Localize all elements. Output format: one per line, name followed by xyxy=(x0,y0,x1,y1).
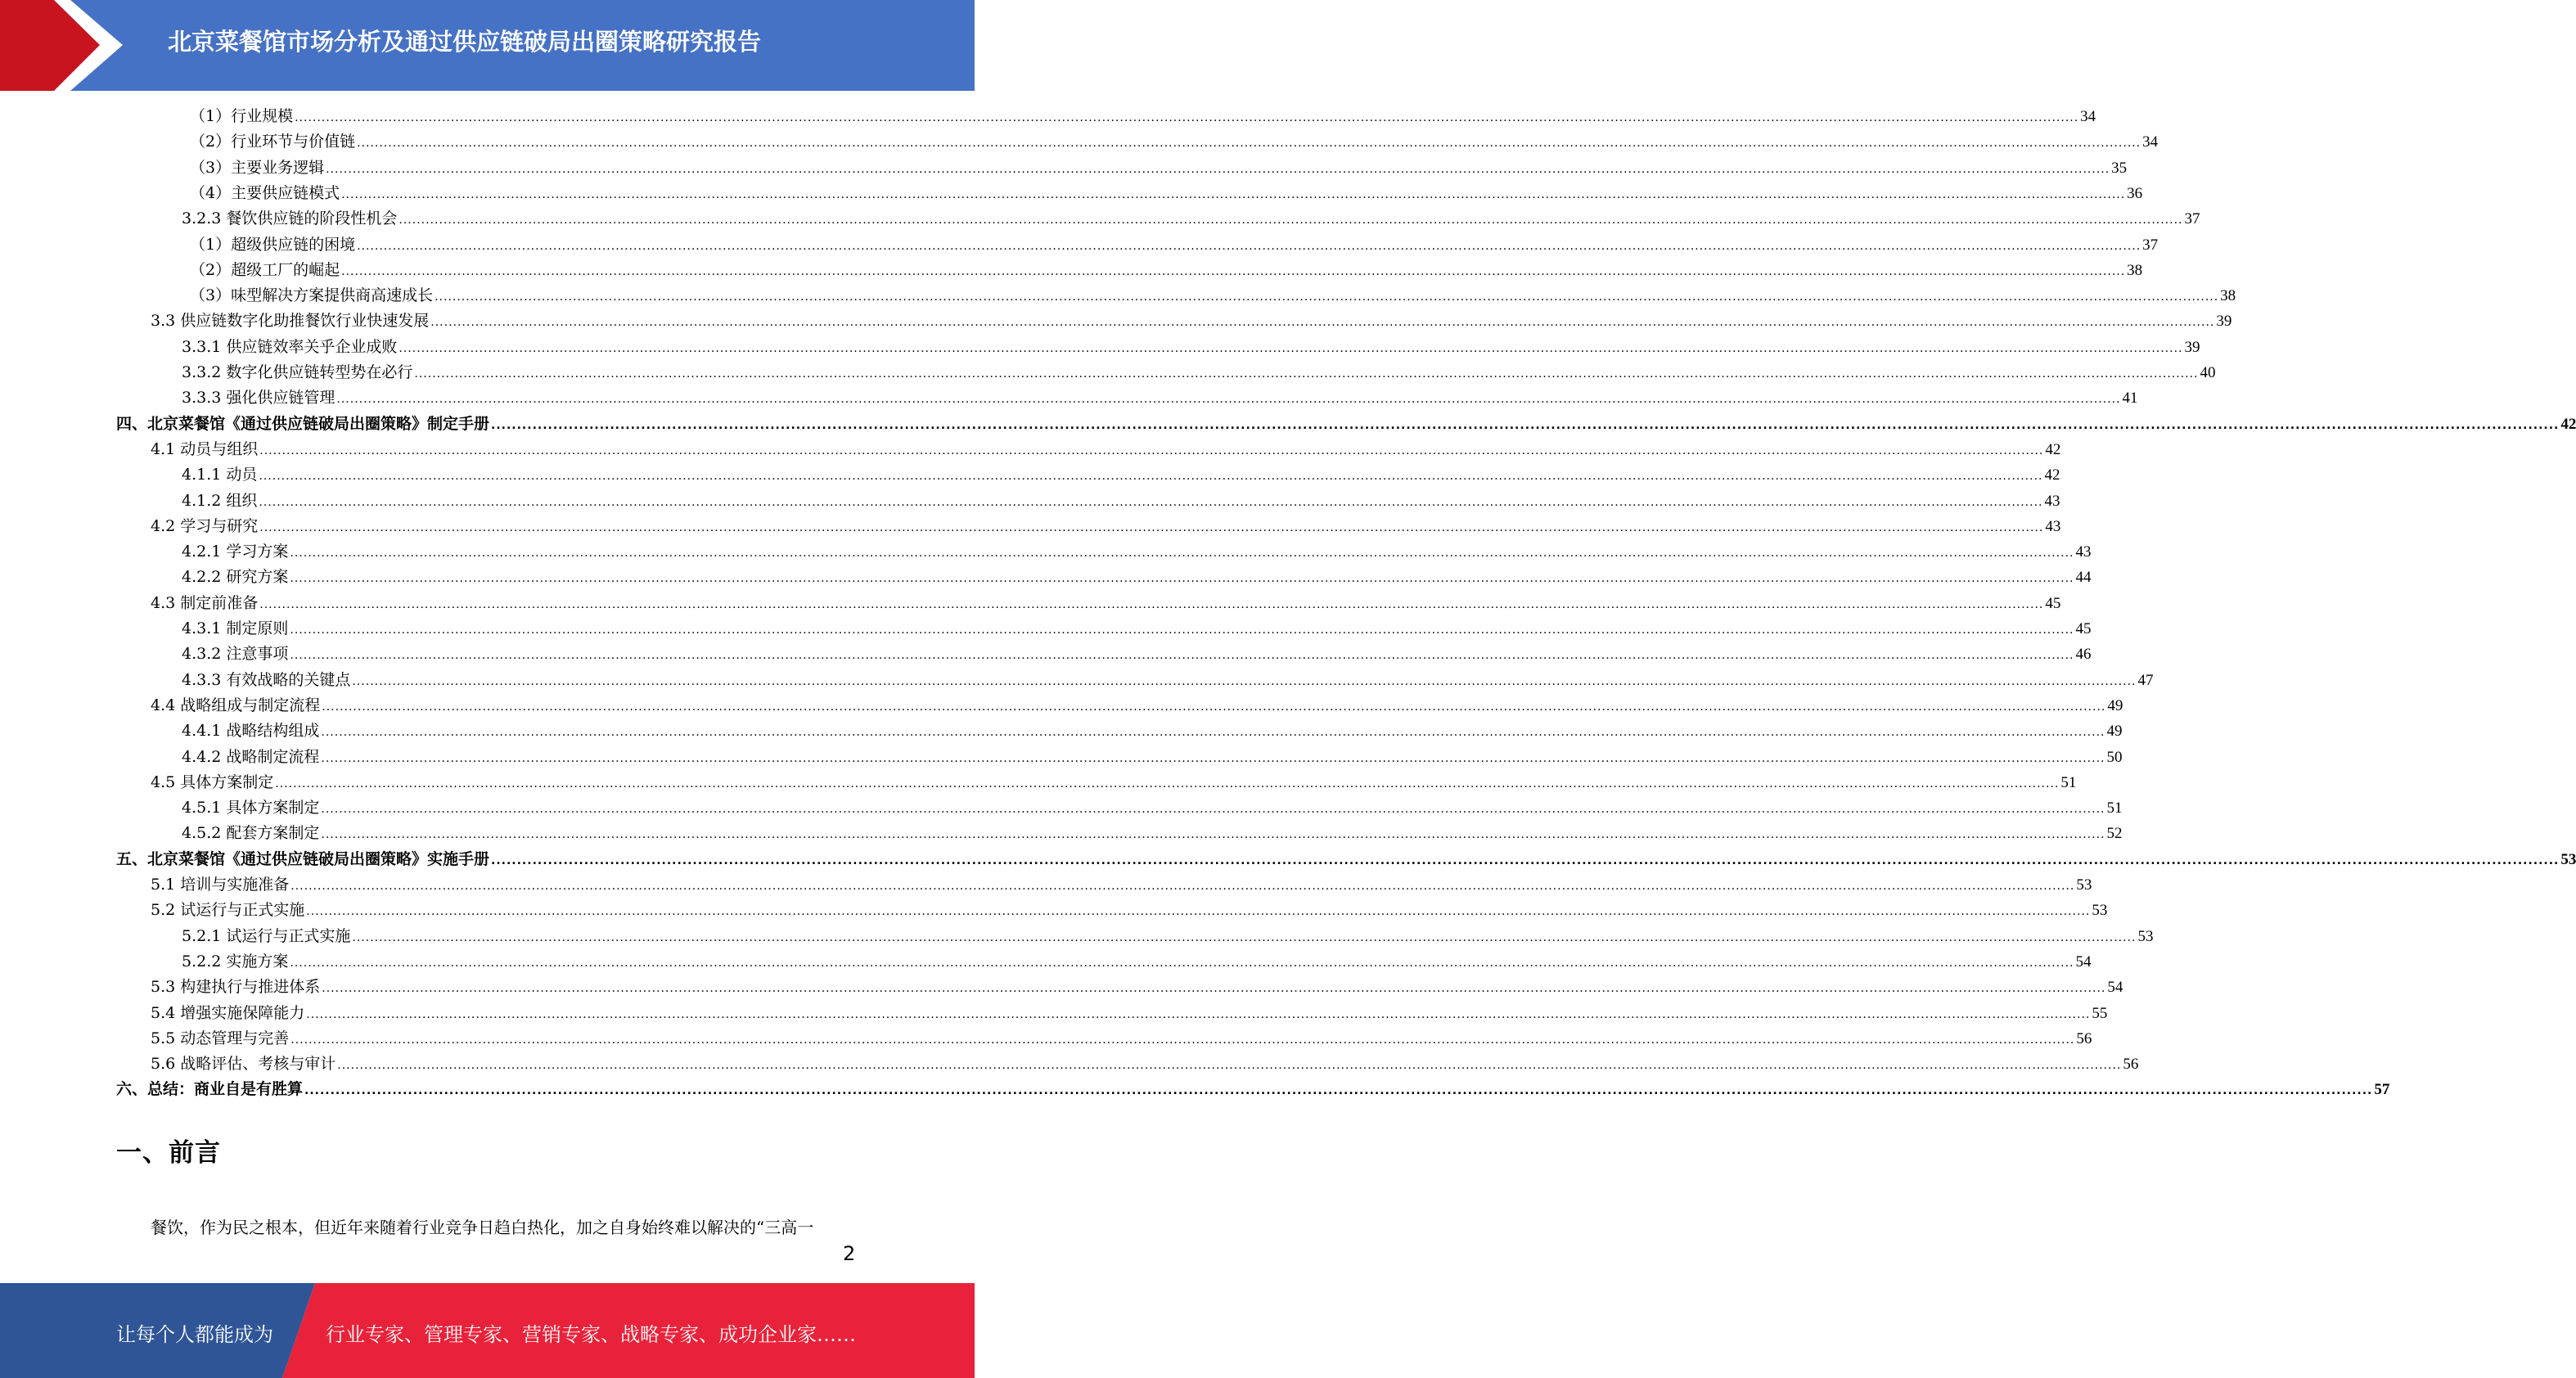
toc-entry-label: 4.1 动员与组织 xyxy=(151,440,259,458)
toc-entry-page: 37 xyxy=(2184,210,2200,227)
toc-entry-page: 50 xyxy=(2106,749,2123,766)
toc-entry[interactable] xyxy=(116,412,2576,437)
toc-entry-label: 5.5 动态管理与完善 xyxy=(151,1029,290,1047)
toc-entry-page: 42 xyxy=(2044,466,2060,484)
toc-entry[interactable] xyxy=(182,565,2092,590)
toc-entry-page: 52 xyxy=(2106,825,2123,842)
toc-entry-page: 51 xyxy=(2106,799,2123,817)
toc-entry-page: 54 xyxy=(2075,953,2092,970)
toc-entry-label: 4.1.1 动员 xyxy=(182,466,258,484)
toc-leader-dots: ................................................................................................................................................................................................................................................................................................................................................................................................................ xyxy=(357,240,2141,253)
toc-leader-dots: ................................................................................................................................................................................................................................................................................................................................................................................................................ xyxy=(321,828,2105,841)
page-footer xyxy=(0,1283,975,1378)
toc-entry-page: 44 xyxy=(2075,569,2092,586)
toc-entry-page: 53 xyxy=(2137,928,2154,945)
toc-entry-label: 5.3 构建执行与推进体系 xyxy=(151,978,321,996)
toc-entry-label: 5.1 培训与实施准备 xyxy=(151,876,290,894)
toc-entry-label: 5.2.1 试运行与正式实施 xyxy=(182,927,351,945)
toc-entry-label: 4.2.2 研究方案 xyxy=(182,568,289,586)
toc-entry[interactable] xyxy=(151,872,2092,898)
toc-leader-dots: ................................................................................................................................................................................................................................................................................................................................................................................................................ xyxy=(435,290,2219,304)
toc-entry-label: 3.3.1 供应链效率关乎企业成败 xyxy=(182,338,398,356)
toc-entry-page: 56 xyxy=(2076,1030,2092,1047)
toc-entry-page: 53 xyxy=(2076,876,2092,894)
toc-entry-page: 55 xyxy=(2092,1005,2108,1022)
toc-entry-page: 46 xyxy=(2075,646,2092,663)
toc-leader-dots: ................................................................................................................................................................................................................................................................................................................................................................................................................ xyxy=(491,419,2560,432)
toc-entry[interactable] xyxy=(151,308,2232,334)
toc-entry-label: 5.6 战略评估、考核与审计 xyxy=(151,1055,336,1073)
toc-entry-page: 40 xyxy=(2200,364,2216,381)
toc-entry-page: 49 xyxy=(2107,697,2123,714)
toc-leader-dots: ................................................................................................................................................................................................................................................................................................................................................................................................................ xyxy=(275,777,2060,790)
toc-leader-dots: ................................................................................................................................................................................................................................................................................................................................................................................................................ xyxy=(321,752,2105,765)
toc-leader-dots: ................................................................................................................................................................................................................................................................................................................................................................................................................ xyxy=(290,547,2074,560)
toc-entry-page: 54 xyxy=(2107,979,2123,996)
toc-entry-label: 4.5.2 配套方案制定 xyxy=(182,824,320,842)
toc-entry-label: 4.4.1 战略结构组成 xyxy=(182,722,320,740)
toc-entry-label: 4.4 战略组成与制定流程 xyxy=(151,696,321,714)
toc-entry[interactable] xyxy=(151,1052,2139,1077)
toc-leader-dots: ................................................................................................................................................................................................................................................................................................................................................................................................................ xyxy=(399,214,2183,227)
toc-leader-dots: ................................................................................................................................................................................................................................................................................................................................................................................................................ xyxy=(414,367,2199,381)
toc-entry-label: 4.1.2 组织 xyxy=(182,492,258,510)
toc-entry[interactable] xyxy=(182,924,2154,949)
toc-leader-dots: ................................................................................................................................................................................................................................................................................................................................................................................................................ xyxy=(290,957,2074,970)
toc-entry-page: 49 xyxy=(2106,723,2123,740)
toc-entry-page: 45 xyxy=(2075,620,2092,637)
toc-entry-page: 39 xyxy=(2184,339,2200,356)
toc-entry-page: 42 xyxy=(2045,441,2061,458)
toc-leader-dots: ................................................................................................................................................................................................................................................................................................................................................................................................................ xyxy=(352,931,2137,944)
toc-leader-dots: ................................................................................................................................................................................................................................................................................................................................................................................................................ xyxy=(259,521,2044,534)
toc-leader-dots: ................................................................................................................................................................................................................................................................................................................................................................................................................ xyxy=(259,598,2044,611)
toc-entry[interactable] xyxy=(151,514,2061,539)
toc-leader-dots: ................................................................................................................................................................................................................................................................................................................................................................................................................ xyxy=(326,163,2110,176)
toc-entry[interactable] xyxy=(190,258,2143,283)
toc-leader-dots: ................................................................................................................................................................................................................................................................................................................................................................................................................ xyxy=(290,624,2074,637)
toc-entry-label: 3.2.3 餐饮供应链的阶段性机会 xyxy=(182,209,398,227)
toc-entry[interactable] xyxy=(151,898,2108,923)
toc-leader-dots: ................................................................................................................................................................................................................................................................................................................................................................................................................ xyxy=(399,342,2183,355)
toc-leader-dots: ................................................................................................................................................................................................................................................................................................................................................................................................................ xyxy=(430,316,2215,329)
toc-leader-dots: ................................................................................................................................................................................................................................................................................................................................................................................................................ xyxy=(491,854,2560,867)
toc-entry-page: 57 xyxy=(2374,1081,2390,1098)
toc-entry-label: 4.3.1 制定原则 xyxy=(182,619,289,637)
toc-entry[interactable] xyxy=(182,745,2123,770)
toc-entry-page: 37 xyxy=(2142,236,2159,254)
toc-entry-label: 4.5.1 具体方案制定 xyxy=(182,799,320,817)
toc-entry-label: （3）主要业务逻辑 xyxy=(190,159,325,177)
toc-entry-label: （2）超级工厂的崛起 xyxy=(190,261,340,279)
toc-entry-label: 3.3.3 强化供应链管理 xyxy=(182,389,336,407)
toc-entry-page: 53 xyxy=(2560,851,2576,868)
toc-entry[interactable] xyxy=(182,335,2200,360)
toc-entry-label: （1）行业规模 xyxy=(190,107,294,125)
toc-entry-page: 56 xyxy=(2123,1056,2139,1073)
toc-leader-dots: ................................................................................................................................................................................................................................................................................................................................................................................................................ xyxy=(295,111,2079,124)
header-arrow-decoration xyxy=(0,0,139,91)
toc-entry-label: 4.5 具体方案制定 xyxy=(151,773,274,791)
toc-leader-dots: ................................................................................................................................................................................................................................................................................................................................................................................................................ xyxy=(290,880,2075,893)
toc-leader-dots: ................................................................................................................................................................................................................................................................................................................................................................................................................ xyxy=(322,982,2106,995)
toc-entry[interactable] xyxy=(182,360,2216,385)
toc-entry-label: 5.2 试运行与正式实施 xyxy=(151,901,305,919)
toc-leader-dots: ................................................................................................................................................................................................................................................................................................................................................................................................................ xyxy=(306,1008,2091,1021)
toc-entry[interactable] xyxy=(151,693,2123,718)
toc-entry-label: 3.3.2 数字化供应链转型势在必行 xyxy=(182,363,413,381)
toc-entry-page: 43 xyxy=(2045,518,2061,535)
toc-entry[interactable] xyxy=(151,591,2061,616)
toc-leader-dots: ................................................................................................................................................................................................................................................................................................................................................................................................................ xyxy=(341,265,2126,278)
toc-entry-page: 34 xyxy=(2080,108,2096,125)
toc-entry-label: （3）味型解决方案提供商高速成长 xyxy=(190,286,434,304)
toc-entry-page: 38 xyxy=(2127,262,2143,279)
toc-entry-page: 34 xyxy=(2142,133,2159,151)
toc-leader-dots: ................................................................................................................................................................................................................................................................................................................................................................................................................ xyxy=(357,137,2141,150)
footer-slogan-right: 行业专家、管理专家、营销专家、战略专家、成功企业家…… xyxy=(326,1323,856,1346)
toc-entry[interactable] xyxy=(151,1026,2092,1052)
toc-entry[interactable] xyxy=(190,104,2096,129)
toc-entry[interactable] xyxy=(182,642,2092,667)
toc-leader-dots: ................................................................................................................................................................................................................................................................................................................................................................................................................ xyxy=(321,803,2105,816)
toc-entry-label: （2）行业环节与价值链 xyxy=(190,133,356,151)
toc-entry-label: 4.2 学习与研究 xyxy=(151,517,259,535)
toc-entry[interactable] xyxy=(151,975,2123,1000)
toc-entry[interactable] xyxy=(182,206,2200,232)
toc-entry-page: 43 xyxy=(2075,543,2092,561)
toc-leader-dots: ................................................................................................................................................................................................................................................................................................................................................................................................................ xyxy=(336,393,2121,406)
toc-entry[interactable] xyxy=(182,385,2138,411)
toc-entry-page: 53 xyxy=(2092,902,2108,919)
toc-entry-label: 六、总结：商业自是有胜算 xyxy=(116,1080,304,1098)
toc-leader-dots: ................................................................................................................................................................................................................................................................................................................................................................................................................ xyxy=(304,1084,2373,1097)
toc-entry-label: 4.3 制定前准备 xyxy=(151,594,259,612)
toc-entry[interactable] xyxy=(182,539,2092,565)
toc-entry[interactable] xyxy=(182,949,2092,975)
toc-leader-dots: ................................................................................................................................................................................................................................................................................................................................................................................................................ xyxy=(306,905,2091,918)
toc-entry[interactable] xyxy=(151,770,2077,795)
toc-entry-page: 51 xyxy=(2060,774,2077,791)
toc-entry[interactable] xyxy=(182,616,2092,642)
toc-entry[interactable] xyxy=(190,155,2128,181)
toc-leader-dots: ................................................................................................................................................................................................................................................................................................................................................................................................................ xyxy=(290,1034,2075,1047)
toc-entry-page: 41 xyxy=(2122,390,2138,407)
toc-leader-dots: ................................................................................................................................................................................................................................................................................................................................................................................................................ xyxy=(290,572,2074,585)
page-header xyxy=(0,0,975,91)
toc-entry[interactable] xyxy=(182,462,2060,488)
toc-leader-dots: ................................................................................................................................................................................................................................................................................................................................................................................................................ xyxy=(259,470,2043,483)
toc-entry[interactable] xyxy=(190,232,2159,258)
toc-entry[interactable] xyxy=(116,847,2576,872)
toc-entry-page: 47 xyxy=(2137,672,2154,689)
toc-entry[interactable] xyxy=(190,129,2159,155)
toc-entry[interactable] xyxy=(190,283,2236,308)
toc-entry[interactable] xyxy=(182,668,2154,693)
section-heading: 一、前言 xyxy=(116,1138,221,1168)
toc-entry-label: 4.3.3 有效战略的关键点 xyxy=(182,671,351,689)
page-number: 2 xyxy=(843,1242,856,1265)
body-paragraph: 餐饮，作为民之根本，但近年来随着行业竞争日趋白热化，加之自身始终难以解决的“三高一 xyxy=(151,1218,814,1237)
report-title: 北京菜餐馆市场分析及通过供应链破局出圈策略研究报告 xyxy=(168,28,762,56)
toc-entry-page: 35 xyxy=(2111,160,2128,177)
toc-entry-page: 39 xyxy=(2216,313,2232,330)
toc-entry-label: 4.4.2 战略制定流程 xyxy=(182,748,320,766)
toc-entry-label: 4.2.1 学习方案 xyxy=(182,543,289,561)
toc-leader-dots: ................................................................................................................................................................................................................................................................................................................................................................................................................ xyxy=(352,675,2137,688)
toc-entry-label: 四、北京菜餐馆《通过供应链破局出圈策略》制定手册 xyxy=(116,415,490,433)
toc-entry-label: 3.3 供应链数字化助推餐饮行业快速发展 xyxy=(151,312,430,330)
footer-slogan-left: 让每个人都能成为 xyxy=(116,1323,273,1346)
toc-leader-dots: ................................................................................................................................................................................................................................................................................................................................................................................................................ xyxy=(259,444,2044,457)
toc-entry-label: （4）主要供应链模式 xyxy=(190,184,340,202)
toc-leader-dots: ................................................................................................................................................................................................................................................................................................................................................................................................................ xyxy=(290,649,2074,662)
toc-entry-page: 43 xyxy=(2044,493,2060,510)
toc-leader-dots: ................................................................................................................................................................................................................................................................................................................................................................................................................ xyxy=(341,188,2126,201)
toc-entry[interactable] xyxy=(182,821,2123,846)
toc-leader-dots: ................................................................................................................................................................................................................................................................................................................................................................................................................ xyxy=(337,1059,2122,1072)
toc-entry-page: 42 xyxy=(2560,416,2576,433)
toc-entry[interactable] xyxy=(182,718,2123,744)
toc-entry[interactable] xyxy=(116,1077,2390,1102)
toc-entry[interactable] xyxy=(151,1001,2108,1026)
toc-entry-page: 36 xyxy=(2127,185,2143,202)
toc-entry-label: 五、北京菜餐馆《通过供应链破局出圈策略》实施手册 xyxy=(116,850,490,868)
toc-leader-dots: ................................................................................................................................................................................................................................................................................................................................................................................................................ xyxy=(321,726,2105,739)
toc-entry-page: 38 xyxy=(2220,287,2236,304)
toc-entry[interactable] xyxy=(182,795,2123,821)
toc-entry[interactable] xyxy=(151,437,2061,462)
toc-entry-label: （1）超级供应链的困境 xyxy=(190,236,356,254)
toc-entry-label: 5.4 增强实施保障能力 xyxy=(151,1004,305,1022)
toc-entry[interactable] xyxy=(190,181,2143,206)
toc-leader-dots: ................................................................................................................................................................................................................................................................................................................................................................................................................ xyxy=(259,496,2043,509)
toc-entry-label: 4.3.2 注意事项 xyxy=(182,645,289,663)
toc-entry-label: 5.2.2 实施方案 xyxy=(182,952,289,970)
toc-entry-page: 45 xyxy=(2045,595,2061,612)
toc-entry[interactable] xyxy=(182,489,2060,514)
toc-leader-dots: ................................................................................................................................................................................................................................................................................................................................................................................................................ xyxy=(322,700,2106,714)
